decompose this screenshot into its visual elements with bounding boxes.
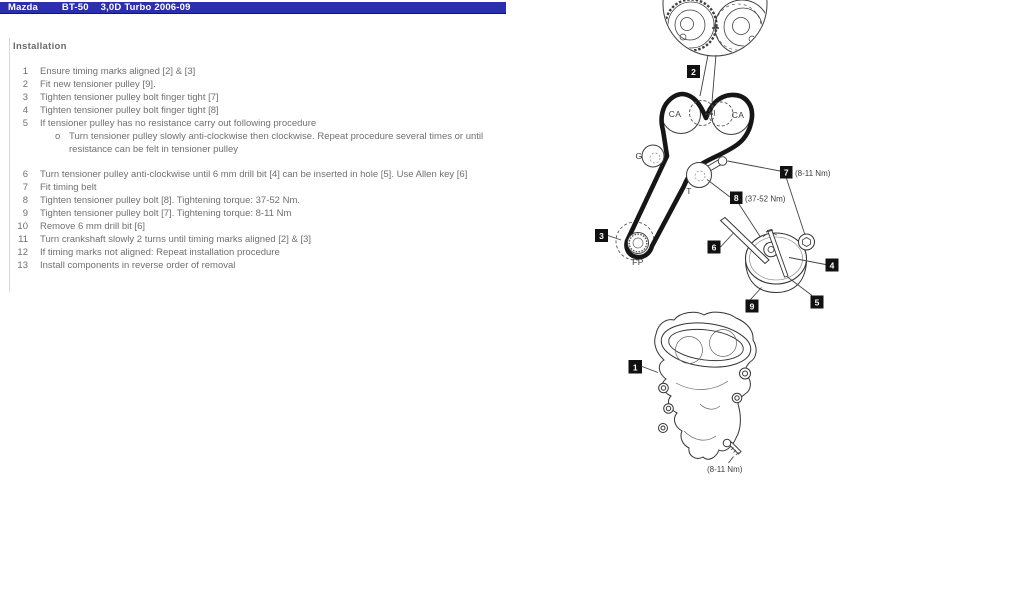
step-text: Ensure timing marks aligned [2] & [3]: [40, 66, 196, 77]
tensioner-bolt-head: [718, 157, 727, 166]
step-text: Fit timing belt: [40, 182, 97, 193]
torque-label-8: (37-52 Nm): [745, 194, 786, 204]
svg-text:2: 2: [691, 67, 696, 77]
tensioner-detail-view: [721, 218, 815, 293]
detail-leader-line: [700, 55, 708, 96]
step-text: Tighten tensioner pulley bolt finger tight [7]: [40, 92, 219, 103]
tensioner-pulley-label: T: [686, 186, 692, 196]
camshaft-right-label: CA: [731, 110, 745, 120]
svg-text:1: 1: [632, 362, 638, 373]
torque-label-7: (8-11 Nm): [795, 169, 831, 178]
step-text: Turn tensioner pulley anti-clockwise until 6 mm drill bit [4] can be inserted in hole [5]. Use Allen key [6]: [40, 169, 468, 180]
callout-6-allen-key: [708, 234, 734, 254]
svg-text:9: 9: [749, 301, 755, 312]
step-number: 9: [22, 208, 28, 219]
camshaft-left-label: CA: [668, 109, 682, 119]
timing-mark-detail-view: [663, 0, 769, 102]
step-number: 12: [17, 247, 28, 258]
step-number: 11: [18, 234, 28, 245]
step-number: 5: [22, 118, 28, 129]
svg-text:4: 4: [829, 260, 835, 271]
svg-text:5: 5: [814, 297, 820, 308]
step-number: 4: [22, 105, 28, 116]
step-text: Tighten tensioner pulley bolt finger tight [8]: [40, 105, 219, 116]
vehicle-engine-years: 3,0D Turbo 2006-09: [100, 2, 191, 13]
step-number: 6: [22, 169, 28, 180]
step-text: Remove 6 mm drill bit [6]: [40, 221, 146, 232]
substep-text: Turn tensioner pulley slowly anti-clockwise then clockwise. Repeat procedure several times or until resistance can be felt in tensioner pulley: [69, 131, 484, 155]
callout-9-tensioner-pulley: [746, 288, 762, 313]
pump-sprocket-label: FP: [632, 257, 644, 267]
step-text: Tighten tensioner pulley bolt [7]. Tightening torque: 8-11 Nm: [40, 208, 292, 219]
guide-pulley: [635, 145, 664, 167]
svg-text:8: 8: [733, 193, 739, 204]
step-text: Install components in reverse order of removal: [40, 260, 236, 271]
cover-bolt-torque-label: (8-11 Nm): [707, 465, 743, 474]
svg-text:6: 6: [711, 242, 717, 253]
pump-sprocket: [628, 233, 649, 268]
step-text: Fit new tensioner pulley [9].: [40, 79, 156, 90]
svg-text:3: 3: [599, 231, 604, 241]
step-text: Turn crankshaft slowly 2 turns until timing marks aligned [2] & [3]: [40, 234, 312, 245]
step-number: 3: [22, 92, 28, 103]
section-heading: Installation: [13, 41, 67, 52]
step-number: 2: [22, 79, 28, 90]
vehicle-brand: Mazda: [8, 2, 39, 13]
tensioner-detail-ear: [799, 234, 815, 250]
callout-2-timing-marks: [687, 65, 700, 78]
timing-cover: [655, 312, 756, 459]
step-text: Tighten tensioner pulley bolt [8]. Tightening torque: 37-52 Nm.: [40, 195, 300, 206]
step-text: If tensioner pulley has no resistance carry out following procedure: [40, 118, 317, 129]
step-number: 8: [22, 195, 28, 206]
step-text: If timing marks not aligned: Repeat installation procedure: [40, 247, 280, 258]
step-number: 13: [17, 260, 28, 271]
detail-leader-line: [712, 55, 716, 102]
guide-pulley-label: G: [635, 151, 643, 161]
step-number: 10: [17, 221, 28, 232]
substep-bullet: o: [55, 131, 61, 142]
callout-1-timing-cover: [629, 360, 659, 374]
vehicle-model: BT-50: [61, 2, 89, 13]
step-number: 7: [22, 182, 28, 193]
svg-text:7: 7: [783, 167, 789, 178]
step-number: 1: [22, 66, 28, 77]
